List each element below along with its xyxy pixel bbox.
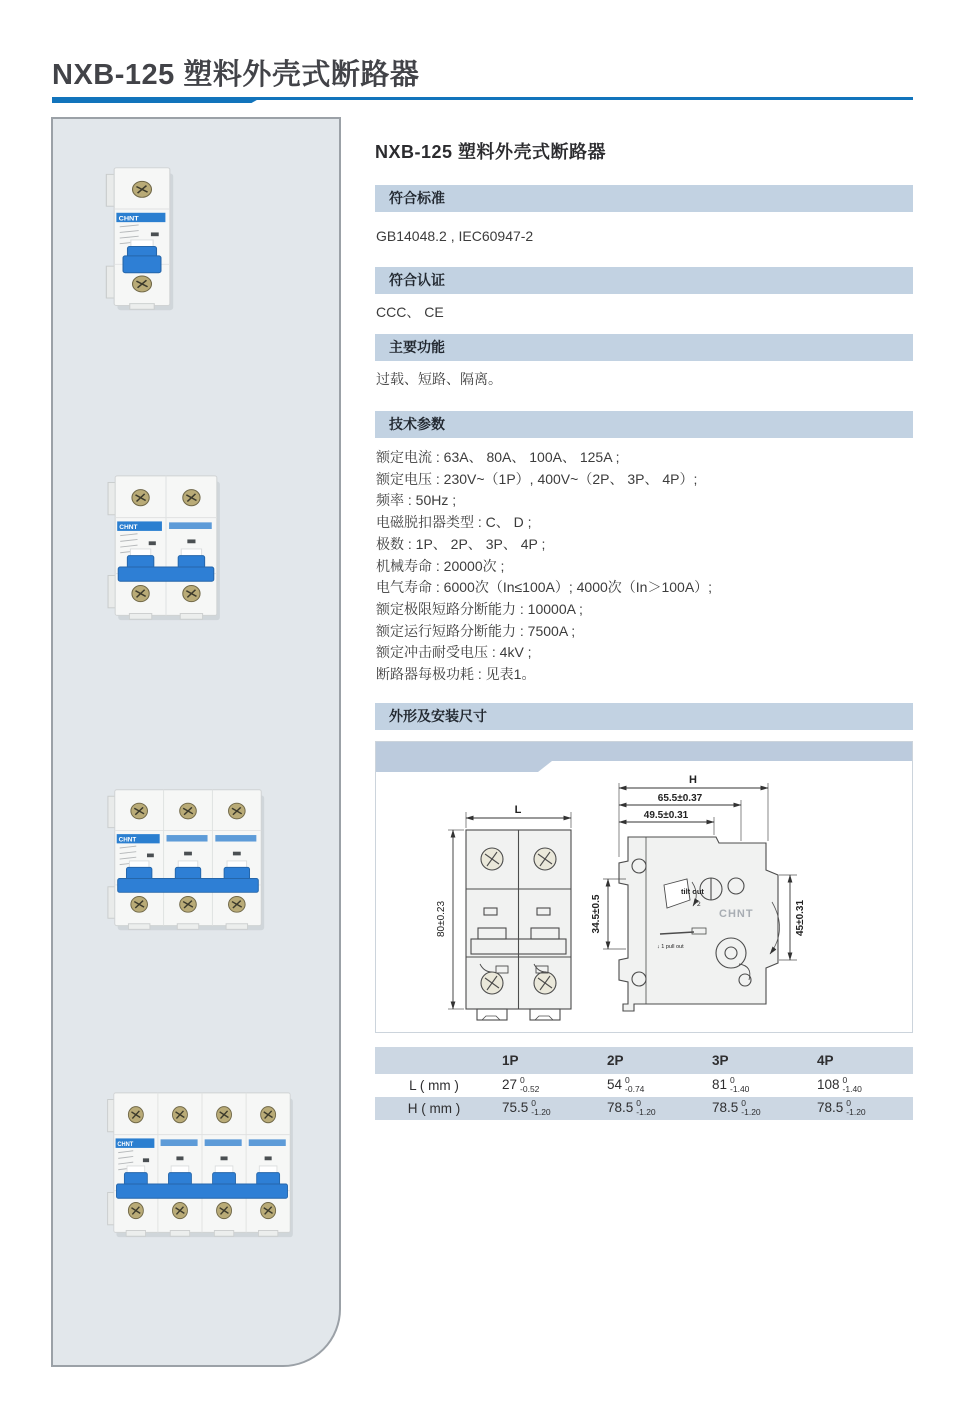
- cell-H-1p: 75.5 0 -1.20: [502, 1098, 551, 1117]
- parameters-list: [376, 447, 712, 686]
- dim-label-L: L: [514, 804, 522, 816]
- param-line: 额定极限短路分断能力 : 10000A ;: [376, 600, 583, 617]
- svg-text:CHNT: CHNT: [118, 215, 139, 223]
- section-header-dimensions: 外形及安装尺寸: [375, 703, 913, 730]
- table-row-H: [375, 1097, 913, 1120]
- technical-drawing-svg: [376, 742, 912, 1032]
- tilt-step-number: 2: [697, 901, 701, 908]
- col-header-2p: 2P: [607, 1053, 624, 1068]
- brand-emboss-chnt: CHNT: [719, 908, 754, 920]
- row-label-L: L ( mm ): [409, 1078, 459, 1093]
- side-view: [619, 837, 778, 1011]
- section-header-parameters: 技术参数: [375, 411, 913, 438]
- product-photo-panel: [51, 117, 341, 1367]
- col-header-3p: 3P: [712, 1053, 729, 1068]
- table-header-row: [375, 1047, 913, 1074]
- standards-text: GB14048.2 , IEC60947-2: [376, 228, 534, 244]
- tilt-out-label: tilt out: [681, 887, 704, 896]
- param-line: 额定电压 : 230V~（1P）, 400V~（2P、 3P、 4P）;: [376, 470, 698, 487]
- svg-text:CHNT: CHNT: [117, 1141, 134, 1149]
- cell-L-1p: 27 0 -0.52: [502, 1075, 540, 1094]
- content-column: [375, 0, 913, 1409]
- section-header-functions: 主要功能: [375, 334, 913, 361]
- dimension-table: [375, 1047, 913, 1120]
- dim-label-45: 45±0.31: [795, 899, 806, 937]
- section-header-certifications: 符合认证: [375, 267, 913, 294]
- title-rule-accent: [52, 97, 262, 103]
- row-label-H: H ( mm ): [407, 1101, 461, 1116]
- svg-text:CHNT: CHNT: [119, 524, 138, 531]
- product-image-2p: [105, 473, 227, 623]
- pull-out-label: ↓ 1 pull out: [657, 944, 684, 950]
- param-line: 频率 : 50Hz ;: [376, 492, 457, 509]
- drawing-header-band: [376, 742, 912, 772]
- param-line: 极数 : 1P、 2P、 3P、 4P ;: [376, 535, 546, 552]
- functions-text: 过载、短路、隔离。: [376, 371, 502, 387]
- param-line: 电气寿命 : 6000次（In≤100A）; 4000次（In＞100A）;: [376, 579, 713, 596]
- product-image-4p: [105, 1090, 299, 1240]
- cell-H-3p: 78.5 0 -1.20: [712, 1098, 761, 1117]
- section-header-standards: 符合标准: [375, 185, 913, 212]
- page-title: NXB-125 塑料外壳式断路器: [52, 59, 420, 91]
- dim-label-49: 49.5±0.31: [643, 810, 689, 821]
- col-header-1p: 1P: [502, 1053, 519, 1068]
- table-row-L: [375, 1074, 913, 1097]
- col-header-4p: 4P: [817, 1053, 834, 1068]
- certifications-text: CCC、 CE: [376, 304, 444, 320]
- cell-H-2p: 78.5 0 -1.20: [607, 1098, 656, 1117]
- cell-L-2p: 54 0 -0.74: [607, 1075, 645, 1094]
- product-image-1p: [103, 165, 181, 313]
- dim-label-65: 65.5±0.37: [657, 793, 703, 804]
- cell-L-3p: 81 0 -1.40: [712, 1075, 750, 1094]
- product-heading: NXB-125 塑料外壳式断路器: [375, 142, 607, 162]
- cell-H-4p: 78.5 0 -1.20: [817, 1098, 866, 1117]
- param-line: 额定电流 : 63A、 80A、 100A、 125A ;: [376, 449, 620, 465]
- param-line: 额定冲击耐受电压 : 4kV ;: [376, 644, 532, 661]
- dim-label-80: 80±0.23: [436, 900, 447, 938]
- dimension-drawing: [375, 741, 913, 1033]
- param-line: 机械寿命 : 20000次 ;: [376, 557, 505, 574]
- cell-L-4p: 108 0 -1.40: [817, 1075, 862, 1094]
- svg-text:CHNT: CHNT: [118, 836, 137, 844]
- dim-label-34: 34.5±0.5: [591, 894, 602, 934]
- front-view: [466, 830, 571, 1020]
- param-line: 电磁脱扣器类型 : C、 D ;: [376, 514, 532, 531]
- product-image-3p: [105, 787, 271, 933]
- param-line: 额定运行短路分断能力 : 7500A ;: [376, 622, 576, 639]
- param-line: 断路器每极功耗 : 见表1。: [376, 666, 536, 683]
- dim-label-H: H: [689, 774, 697, 786]
